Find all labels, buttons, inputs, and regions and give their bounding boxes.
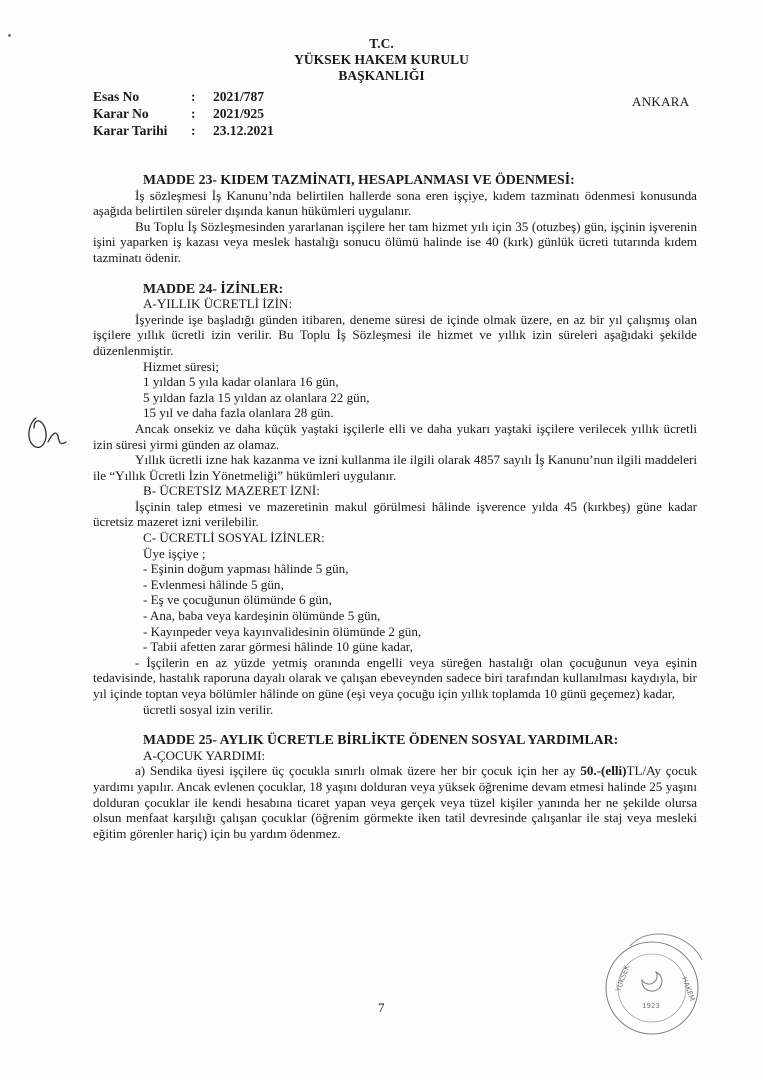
leave-item-4: - Ana, baba veya kardeşinin ölümünde 5 gün, bbox=[143, 608, 381, 624]
leave-item-7: - İşçilerin en az yüzde yetmiş oranında engelli veya süreğen hastalığı olan çocuğunun veya eşinin tedavisinde, hastalık raporuna dayalı olarak ve çalışan ebeveynden sadece biri tarafından kullanılması kaydıyla, bir yıl içinde toptan veya bölümler hâlinde on güne (eşi veya çocuğu için yıllık toplamda 10 günü geçemez) kadar, bbox=[93, 654, 697, 701]
tarih-sep: : bbox=[191, 123, 196, 138]
service-tier-2: 5 yıldan fazla 15 yıldan az olanlara 22 gün, bbox=[143, 389, 370, 405]
tarih-label: Karar Tarihi bbox=[93, 123, 168, 138]
madde24-title: MADDE 24- İZİNLER: bbox=[143, 280, 284, 296]
leave-item-6: - Tabii afetten zarar görmesi hâlinde 10 güne kadar, bbox=[143, 639, 413, 655]
madde23-paragraph-1: İş sözleşmesi İş Kanunu’nda belirtilen hallerde sona eren işçiye, kıdem tazminatı ödenmesi konusunda aşağıda belirtilen süreler dışında kanun hükümleri uygulanır. bbox=[93, 187, 697, 219]
header-institution: YÜKSEK HAKEM KURULU bbox=[294, 52, 469, 67]
city-label: ANKARA bbox=[632, 94, 690, 109]
esas-sep: : bbox=[191, 89, 196, 104]
hizmet-label: Hizmet süresi; bbox=[143, 358, 219, 374]
madde25-title: MADDE 25- AYLIK ÜCRETLE BİRLİKTE ÖDENEN SOSYAL YARDIMLAR: bbox=[143, 732, 619, 748]
header-tc: T.C. bbox=[369, 36, 394, 51]
seal-text-bottom: HAKEM bbox=[680, 975, 697, 1003]
handwritten-initial-signature bbox=[22, 412, 72, 456]
leave-item-2: - Evlenmesi hâlinde 5 gün, bbox=[143, 576, 284, 592]
karar-sep: : bbox=[191, 106, 196, 121]
madde25-a-paragraph bbox=[93, 763, 697, 841]
madde24-a-paragraph-2: Ancak onsekiz ve daha küçük yaştaki işçilerle elli ve daha yukarı yaştaki işçilere verilecek yıllık ücretli izin süresi yirmi günden az olamaz. bbox=[93, 420, 697, 452]
esas-label: Esas No bbox=[93, 89, 140, 104]
seal-text-top: YÜKSEK bbox=[614, 964, 632, 993]
madde24-c-title: C- ÜCRETLİ SOSYAL İZİNLER: bbox=[143, 530, 325, 546]
madde25-a-text-2: TL/Ay çocuk yardımı yapılır. Ancak evlenen çocuklar, 18 yaşını dolduran veya yüksek öğrenime devam etmesi halinde 25 yaşını dolduran çocuklar ile kendi hesabına ticaret yapan veya gerçek veya tüzel kişiler yanında her ne şekilde olursa olsun menfaat karşılığı çalışan çocuklar (öğrenim görmekte iken tatil devresinde çalışanlar ile staj veya mesleki eğitim görenler hariç) için bu yardım ödenmez. bbox=[93, 763, 697, 841]
madde24-c-intro: Üye işçiye ; bbox=[143, 545, 206, 561]
official-seal-stamp bbox=[590, 930, 720, 1040]
seal-year: 1923 bbox=[642, 1002, 660, 1010]
madde24-c-closing: ücretli sosyal izin verilir. bbox=[143, 701, 274, 717]
madde25-a-text-1: a) Sendika üyesi işçilere üç çocukla sınırlı olmak üzere her bir çocuk için her ay bbox=[135, 763, 581, 779]
tarih-value: 23.12.2021 bbox=[213, 123, 274, 138]
madde24-b-paragraph: İşçinin talep etmesi ve mazeretinin makul görülmesi hâlinde işverence yılda 45 (kırkbeş) güne kadar ücretsiz mazeret izni verilebilir. bbox=[93, 498, 697, 530]
karar-value: 2021/925 bbox=[213, 106, 265, 121]
case-meta bbox=[93, 88, 274, 139]
madde24-a-paragraph-3: Yıllık ücretli izne hak kazanma ve izni kullanma ile ilgili olarak 4857 sayılı İş Kanunu’nun ilgili maddeleri ile “Yıllık Ücretli İzin Yönetmeliği” hükümleri uygulanır. bbox=[93, 452, 697, 483]
service-tier-3: 15 yıl ve daha fazla olanlara 28 gün. bbox=[143, 405, 334, 421]
madde24-b-title: B- ÜCRETSİZ MAZERET İZNİ: bbox=[143, 483, 320, 499]
esas-value: 2021/787 bbox=[213, 89, 265, 104]
leave-item-5: - Kayınpeder veya kayınvalidesinin ölümünde 2 gün, bbox=[143, 623, 422, 639]
madde23-paragraph-2: Bu Toplu İş Sözleşmesinden yararlanan işçilere her tam hizmet yılı için 35 (otuzbeş) gün, işçinin işverenin işini yaparken iş kazası veya meslek hastalığı sonucu ölümü halinde ise 40 (kırk) günlük ücreti tutarında kıdem tazminatı ödenir. bbox=[93, 218, 697, 265]
madde24-a-title: A-YILLIK ÜCRETLİ İZİN: bbox=[143, 296, 293, 312]
madde24-a-paragraph-1: İşyerinde işe başladığı günden itibaren, deneme süresi de içinde olmak üzere, en az bir yıl çalışmış olan işçilere yıllık ücretli izin verilir. Bu Toplu İş Sözleşmesi ile hizmet ve yıllık izin süreleri aşağıdaki şekilde düzenlenmiştir. bbox=[93, 311, 697, 358]
leave-item-3: - Eş ve çocuğunun ölümünde 6 gün, bbox=[143, 592, 332, 608]
madde25-a-amount: 50.-(elli) bbox=[580, 763, 627, 779]
service-tier-1: 1 yıldan 5 yıla kadar olanlara 16 gün, bbox=[143, 374, 339, 390]
leave-item-1: - Eşinin doğum yapması hâlinde 5 gün, bbox=[143, 561, 349, 577]
header-office: BAŞKANLIĞI bbox=[338, 68, 425, 83]
madde25-a-title: A-ÇOCUK YARDIMI: bbox=[143, 747, 266, 763]
page-number: 7 bbox=[378, 1000, 385, 1015]
madde23-title: MADDE 23- KIDEM TAZMİNATI, HESAPLANMASI VE ÖDENMESİ: bbox=[143, 172, 575, 187]
document-body bbox=[93, 172, 697, 841]
karar-label: Karar No bbox=[93, 106, 149, 121]
